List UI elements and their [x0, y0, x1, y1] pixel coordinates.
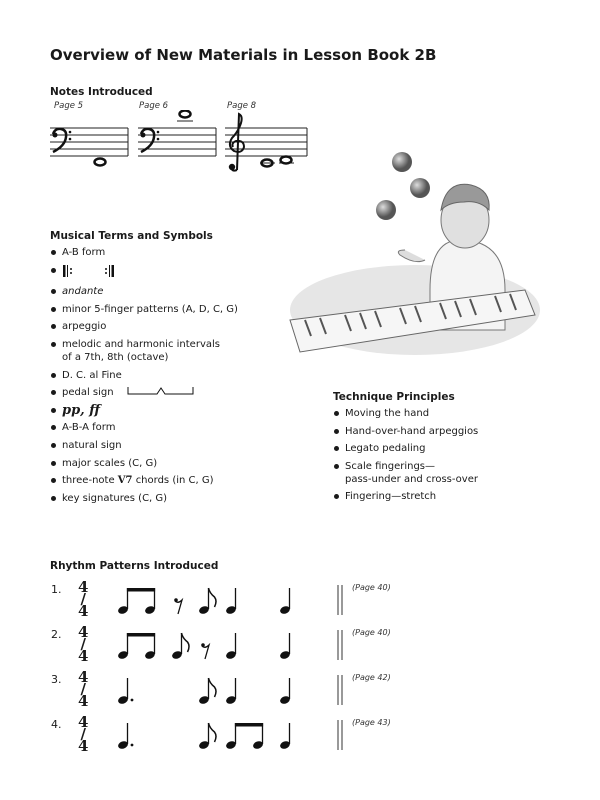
ball — [392, 152, 412, 172]
whole-note — [95, 159, 106, 166]
note-beam — [127, 633, 155, 637]
time-signature: 4/4 — [78, 668, 89, 710]
pattern-page-ref: (Page 40) — [352, 628, 391, 637]
list-item — [333, 460, 553, 486]
list-item — [50, 338, 300, 364]
list-item: Moving the hand — [333, 407, 553, 420]
note-flag — [209, 678, 217, 697]
staff-page-5 — [50, 128, 128, 156]
list-item: andante — [50, 285, 300, 298]
page-label: Page 8 — [227, 101, 257, 111]
ball — [376, 200, 396, 220]
list-item — [50, 386, 300, 399]
pattern-number: 2. — [51, 628, 62, 641]
boy-juggling-illustration — [285, 140, 545, 370]
notes-introduced-heading: Notes Introduced — [50, 86, 153, 98]
musical-terms-list — [50, 246, 300, 509]
rhythm-pattern — [70, 578, 350, 620]
eighth-rest — [202, 645, 209, 659]
list-item: A-B-A form — [50, 421, 300, 434]
page-title: Overview of New Materials in Lesson Book 2B — [50, 46, 437, 64]
pattern-page-ref: (Page 42) — [352, 673, 391, 682]
eighth-rest-dot — [201, 643, 205, 647]
note-flag — [182, 633, 190, 652]
list-item-text: pedal sign — [62, 387, 114, 399]
pattern-number: 3. — [51, 673, 62, 686]
augmentation-dot — [131, 699, 134, 702]
pattern-number: 1. — [51, 583, 62, 596]
list-item: Hand-over-hand arpeggios — [333, 425, 553, 438]
list-item-text: pass-under and cross-over — [345, 473, 478, 485]
repeat-signs-icon — [62, 264, 122, 277]
note-flag — [209, 723, 217, 742]
list-item: D. C. al Fine — [50, 369, 300, 382]
eighth-rest — [175, 600, 182, 614]
rhythm-pattern — [70, 623, 350, 665]
whole-note — [180, 111, 191, 118]
page-label: Page 6 — [139, 101, 169, 111]
list-item: Legato pedaling — [333, 442, 553, 455]
rhythm-pattern — [70, 668, 350, 710]
list-item-text: of a 7th, 8th (octave) — [62, 351, 169, 363]
list-item: major scales (C, G) — [50, 457, 300, 470]
list-item: A-B form — [50, 246, 300, 259]
time-signature: 4/4 — [78, 713, 89, 755]
list-item-text: Scale fingerings— — [345, 460, 436, 472]
technique-list — [333, 407, 553, 508]
page-label: Page 5 — [54, 101, 84, 111]
list-item: pp, ff — [50, 404, 300, 417]
staff-page-6 — [138, 121, 216, 156]
list-item — [50, 264, 300, 281]
musical-terms-heading: Musical Terms and Symbols — [50, 230, 213, 242]
list-item-text: melodic and harmonic intervals — [62, 338, 220, 350]
list-item: Fingering—stretch — [333, 490, 553, 503]
rhythm-heading: Rhythm Patterns Introduced — [50, 560, 219, 572]
ball — [410, 178, 430, 198]
list-item: minor 5-finger patterns (A, D, C, G) — [50, 303, 300, 316]
note-beam — [127, 588, 155, 592]
time-signature: 4/4 — [78, 578, 89, 620]
list-item-text: chords (in C, G) — [135, 475, 214, 487]
list-item: arpeggio — [50, 320, 300, 333]
list-item — [50, 474, 300, 487]
list-item: key signatures (C, G) — [50, 492, 300, 505]
technique-heading: Technique Principles — [333, 391, 455, 403]
pedal-sign-icon — [127, 386, 197, 396]
augmentation-dot — [131, 744, 134, 747]
note-beam — [235, 723, 263, 727]
list-item-text: three-note — [62, 475, 115, 487]
chord-symbol: V7 — [117, 475, 133, 487]
list-item: natural sign — [50, 439, 300, 452]
eighth-rest-dot — [174, 598, 178, 602]
pattern-number: 4. — [51, 718, 62, 731]
rhythm-pattern — [70, 713, 350, 755]
pattern-page-ref: (Page 40) — [352, 583, 391, 592]
pattern-page-ref: (Page 43) — [352, 718, 391, 727]
note-flag — [209, 588, 217, 607]
time-signature: 4/4 — [78, 623, 89, 665]
